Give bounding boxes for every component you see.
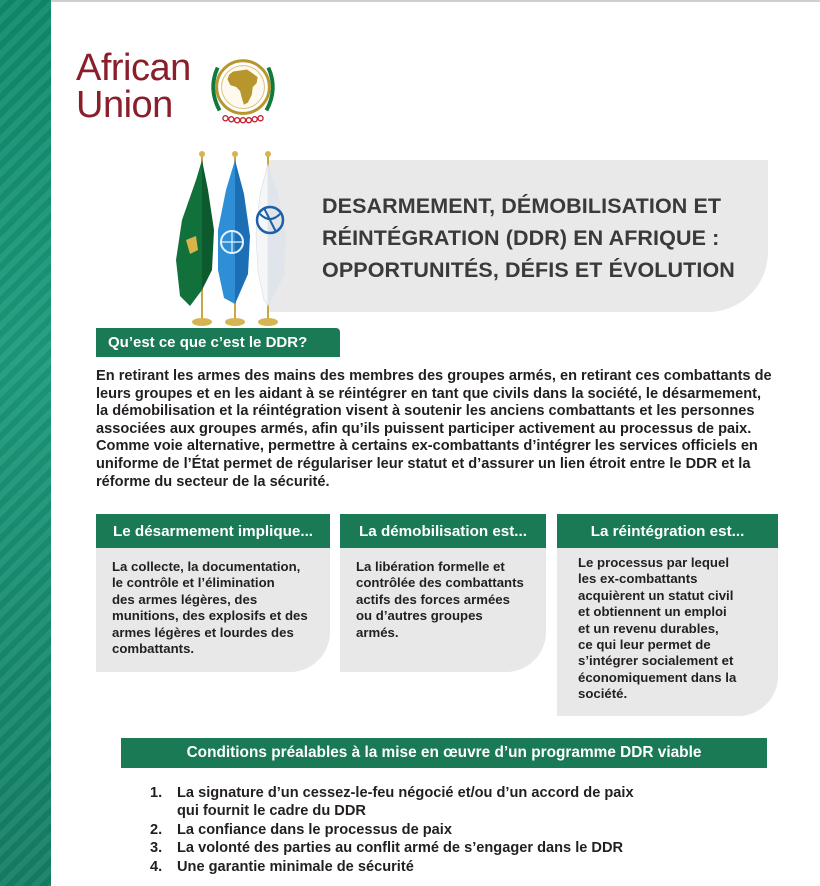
card-line: munitions, des explosifs et des (112, 608, 308, 624)
card-line: actifs des forces armées (356, 591, 510, 607)
card-line: combattants. (112, 641, 195, 657)
card-body-demobilisation (340, 548, 546, 672)
logo-wordmark (76, 47, 191, 126)
card-line: ce qui leur permet de (578, 637, 711, 653)
intro-line: réforme du secteur de la sécurité. (96, 473, 330, 490)
card-line: économiquement dans la (578, 669, 737, 685)
intro-line: Comme voie alternative, permettre à certains ex-combattants d’intégrer les services officiels en (96, 438, 758, 455)
condition-text: La volonté des parties au conflit armé de s’engager dans le DDR (177, 840, 624, 857)
card-line: La libération formelle et (356, 559, 505, 574)
card-heading-demobilisation (340, 514, 546, 548)
side-decorative-stripe (0, 0, 51, 886)
card-heading-disarmament (96, 514, 330, 548)
card-line: société. (578, 686, 628, 702)
card-line: et obtiennent un emploi (578, 604, 727, 620)
card-line: le contrôle et l’élimination (112, 575, 275, 591)
document-title (322, 190, 742, 286)
condition-number: 2. (150, 821, 163, 838)
condition-item (150, 858, 710, 876)
card-line: contrôlée des combattants (356, 575, 524, 591)
title-line-2: RÉINTÉGRATION (DDR) EN AFRIQUE : (322, 226, 720, 250)
ddr-intro-paragraph (96, 368, 772, 491)
card-heading-text: La démobilisation est... (359, 522, 527, 540)
card-line: les ex-combattants (578, 571, 698, 587)
card-line: s’intégrer socialement et (578, 653, 734, 669)
united-nations-flag-icon (218, 160, 250, 304)
card-line: Le processus par lequel (578, 555, 729, 570)
african-union-logo (76, 47, 306, 130)
african-union-emblem-icon (204, 50, 282, 128)
card-line: ou d’autres groupes (356, 608, 483, 624)
card-line: armés. (356, 624, 399, 640)
title-line-1: DESARMEMENT, DÉMOBILISATION ET (322, 194, 722, 218)
condition-item (150, 784, 710, 821)
logo-line-union: Union (76, 84, 173, 126)
card-line: des armes légères, des (112, 591, 258, 607)
condition-text: Une garantie minimale de sécurité (177, 858, 414, 875)
condition-text: La confiance dans le processus de paix (177, 821, 452, 838)
intro-line: leurs groupes et en les aidant à se réintégrer en tant que civils dans la société, le désarmement, (96, 385, 762, 402)
intro-line: uniforme de l’État permet de régulariser leur statut et d’assurer un lien étroit entre le DDR et la (96, 455, 751, 472)
top-border-line (51, 0, 820, 2)
intro-line: associées aux groupes armés, afin qu’ils puissent participer activement au processus de paix. (96, 420, 752, 437)
condition-number: 1. (150, 785, 163, 801)
conditions-heading-text: Conditions préalables à la mise en œuvre d’un programme DDR viable (186, 744, 702, 761)
card-heading-reintegration (557, 514, 778, 548)
condition-number: 3. (150, 840, 163, 857)
ddr-section-heading (96, 328, 340, 357)
card-body-disarmament (96, 548, 330, 672)
intro-line: la démobilisation et la réintégration visent à soutenir les anciens combattants et les personnes (96, 403, 755, 420)
condition-item (150, 821, 710, 839)
condition-item (150, 839, 710, 857)
ddr-heading-text: Qu’est ce que c’est le DDR? (108, 334, 308, 351)
flags-illustration (168, 150, 298, 328)
card-line: et un revenu durables, (578, 620, 719, 636)
card-line: armes légères et lourdes des (112, 624, 294, 640)
african-union-flag-icon (176, 160, 214, 306)
card-body-reintegration (557, 548, 778, 716)
intro-line: En retirant les armes des mains des membres des groupes armés, en retirant ces combattants de (96, 368, 772, 384)
world-bank-flag-icon (256, 164, 286, 306)
card-line: acquièrent un statut civil (578, 587, 734, 603)
condition-text: La signature d’un cessez-le-feu négocié et/ou d’un accord de paix (177, 785, 634, 801)
title-panel (268, 160, 768, 312)
condition-number: 4. (150, 858, 163, 875)
conditions-heading (121, 738, 767, 768)
conditions-list (150, 784, 710, 876)
card-heading-text: La réintégration est... (590, 522, 745, 540)
logo-line-african: African (76, 47, 191, 89)
condition-text-cont: qui fournit le cadre du DDR (177, 803, 366, 820)
title-line-3: OPPORTUNITÉS, DÉFIS ET ÉVOLUTION (322, 258, 735, 282)
card-line: La collecte, la documentation, (112, 559, 301, 574)
card-heading-text: Le désarmement implique... (112, 522, 314, 540)
